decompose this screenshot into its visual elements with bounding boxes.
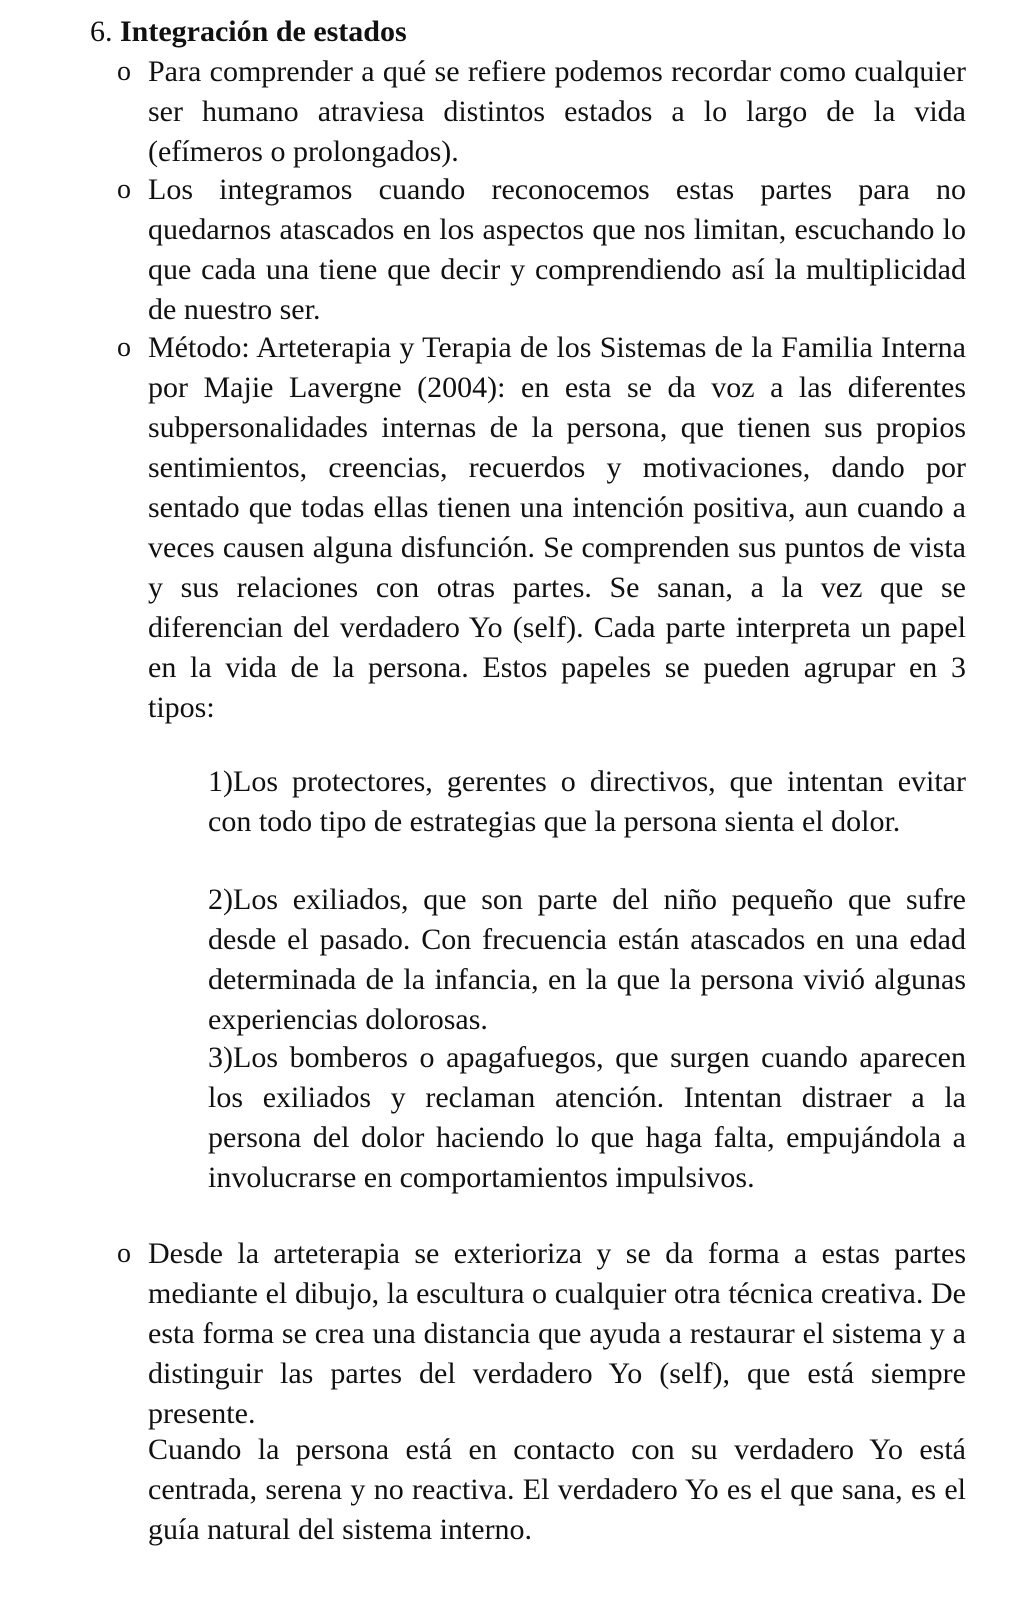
bullet-item-2: Los integramos cuando reconocemos estas partes para no quedarnos atascados en los aspectos que nos limitan, escuchando lo que cada una tiene que decir y comprendiendo así la multiplicidad de nuestro ser. bbox=[148, 173, 966, 326]
type-item-2: 2)Los exiliados, que son parte del niño pequeño que sufre desde el pasado. Con frecuencia están atascados en una edad determinada de la infancia, en la que la persona vivió algunas experiencias dolorosas. bbox=[208, 883, 966, 1036]
section-number: 6. bbox=[90, 15, 113, 48]
bullet-marker: o bbox=[117, 56, 131, 87]
bullet-item-3: Método: Arteterapia y Terapia de los Sistemas de la Familia Interna por Majie Lavergne (2004): en esta se da voz a las diferentes subpersonalidades internas de la persona, que tienen sus propios sentimientos, creencias, recuerdos y motivaciones, dando por sentado que todas ellas tienen una intención positiva, aun cuando a veces causen alguna disfunción. Se comprenden sus puntos de vista y sus relaciones con otras partes. Se sanan, a la vez que se diferencian del verdadero Yo (self). Cada parte interpreta un papel en la vida de la persona. Estos papeles se pueden agrupar en 3 tipos: bbox=[148, 331, 966, 724]
bullet-marker: o bbox=[117, 174, 131, 205]
type-item-3: 3)Los bomberos o apagafuegos, que surgen cuando aparecen los exiliados y reclaman atención. Intentan distraer a la persona del dolor haciendo lo que haga falta, empujándola a involucrarse en comportamientos impulsivos. bbox=[208, 1041, 966, 1194]
bullet-marker: o bbox=[117, 332, 131, 363]
type-item-1: 1)Los protectores, gerentes o directivos, que intentan evitar con todo tipo de estrategias que la persona sienta el dolor. bbox=[208, 765, 966, 838]
bullet-marker: o bbox=[117, 1238, 131, 1269]
section-title: Integración de estados bbox=[120, 15, 407, 48]
bullet-item-1: Para comprender a qué se refiere podemos recordar como cualquier ser humano atraviesa distintos estados a lo largo de la vida (efímeros o prolongados). bbox=[148, 55, 966, 168]
bullet-item-4: Desde la arteterapia se exterioriza y se da forma a estas partes mediante el dibujo, la escultura o cualquier otra técnica creativa. De esta forma se crea una distancia que ayuda a restaurar el sistema y a distinguir las partes del verdadero Yo (self), que está siempre presente. bbox=[148, 1237, 966, 1430]
closing-paragraph: Cuando la persona está en contacto con su verdadero Yo está centrada, serena y no reactiva. El verdadero Yo es el que sana, es el guía natural del sistema interno. bbox=[148, 1433, 966, 1546]
section-heading bbox=[90, 12, 407, 52]
